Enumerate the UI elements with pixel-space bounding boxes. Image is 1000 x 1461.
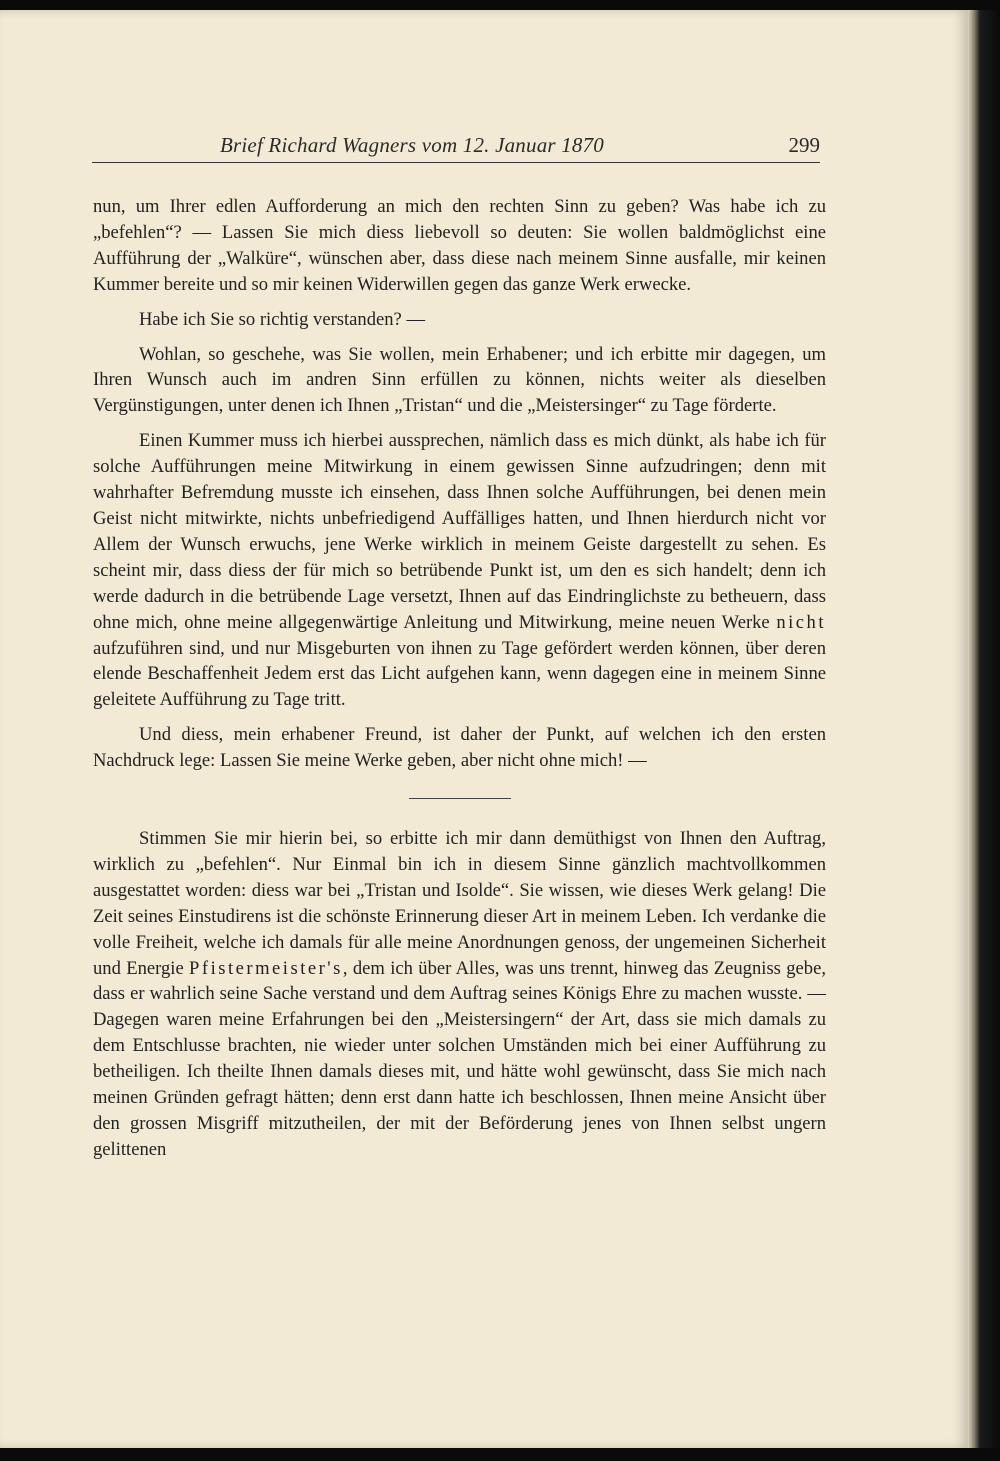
emphasis-spaced: nicht xyxy=(776,611,826,633)
paragraph-text: Wohlan, so geschehe, was Sie wollen, mein Erhabener; und ich erbitte mir dagegen, um Ihren Wunsch auch im andren Sinn erfüllen zu können, nichts weiter als dieselben Vergünstigungen, unter denen ich Ihnen „Tristan“ und die „Meistersinger“ zu Tage förderte. xyxy=(93,343,826,417)
paragraph-text: Einen Kummer muss ich hierbei aussprechen, nämlich dass es mich dünkt, als habe ich für solche Aufführungen meine Mitwirkung in einem gewissen Sinne aufzudringen; denn mit wahrhafter Befremdung musste ich einsehen, dass Ihnen solche Aufführungen, bei denen mein Geist nicht mitwirkte, nichts unbefriedigend Auffälliges hatten, und Ihnen hierdurch nicht vor Allem der Wunsch erwuchs, jene Werke wirklich in meinem Geiste dargestellt zu sehen. Es scheint mir, dass diess der für mich so betrübende Punkt ist, um den es sich handelt; denn ich werde dadurch in die betrübende Lage versetzt, Ihnen auf das Eindringlichste zu betheuern, dass ohne mich, ohne meine allgegenwärtige Anleitung und Mitwirkung, meine neuen Werke xyxy=(93,430,826,633)
emphasis-spaced: Pfistermeister's xyxy=(189,957,343,979)
paragraph-2 xyxy=(93,307,826,333)
book-page xyxy=(0,10,968,1448)
paragraph-3 xyxy=(93,342,826,420)
body-text xyxy=(93,194,826,1172)
paragraph-text: Habe ich Sie so richtig verstanden? — xyxy=(139,308,426,330)
paragraph-text: , dem ich über Alles, was uns trennt, hinweg das Zeugniss gebe, dass er wahrlich seine Sache verstand und dem Auftrag seines Königs Ehre zu machen wusste. — Dagegen waren meine Erfahrungen bei den „Meistersingern“ der Art, dass sie mich damals zu dem Entschlusse brachten, nie wieder unter solchen Umständen mich bei einer Aufführung zu betheiligen. Ich theilte Ihnen damals dieses mit, und hätte wohl gewünscht, dass Sie mich nach meinen Gründen gefragt hätten; denn erst dann hatte ich beschlossen, Ihnen meine Ansicht über den grossen Misgriff mitzutheilen, der mit der Beförderung jenes von Ihnen selbst ungern gelittenen xyxy=(93,957,826,1160)
paragraph-5 xyxy=(93,722,826,774)
paragraph-6 xyxy=(93,826,826,1163)
paragraph-1 xyxy=(93,194,826,298)
page-header xyxy=(92,130,820,163)
page-edge xyxy=(968,10,1000,1448)
paragraph-text: Stimmen Sie mir hierin bei, so erbitte ich mir dann demüthigst von Ihnen den Auftrag, wirklich zu „befehlen“. Nur Einmal bin ich in diesem Sinne gänzlich machtvollkommen ausgestattet worden: diess war bei „Tristan und Isolde“. Sie wissen, wie dieses Werk gelang! Die Zeit seines Einstudirens ist die schönste Erinnerung dieser Art in meinem Leben. Ich verdanke die volle Freiheit, welche ich damals für alle meine Anordnungen genoss, der ungemeinen Sicherheit und Energie xyxy=(93,828,826,979)
paragraph-text: nun, um Ihrer edlen Aufforderung an mich den rechten Sinn zu geben? Was habe ich zu „befehlen“? — Lassen Sie mich diess liebevoll so deuten: Sie wollen baldmöglichst eine Aufführung der „Walküre“, wünschen aber, dass diese nach meinem Sinne ausfalle, mir keinen Kummer bereite und so mir keinen Widerwillen gegen das ganze Werk erwecke. xyxy=(93,196,826,295)
paragraph-4 xyxy=(93,428,826,713)
page-number: 299 xyxy=(788,133,820,157)
section-divider xyxy=(409,798,511,799)
paragraph-text: aufzuführen sind, und nur Misgeburten von ihnen zu Tage gefördert werden können, über deren elende Beschaffenheit Jedem erst das Licht aufgehen kann, wenn dagegen eine in meinem Sinne geleitete Aufführung zu Tage tritt. xyxy=(93,637,826,711)
running-title: Brief Richard Wagners vom 12. Januar 1870 xyxy=(219,133,605,157)
paragraph-text: Und diess, mein erhabener Freund, ist daher der Punkt, auf welchen ich den ersten Nachdruck lege: Lassen Sie meine Werke geben, aber nicht ohne mich! — xyxy=(93,724,826,772)
